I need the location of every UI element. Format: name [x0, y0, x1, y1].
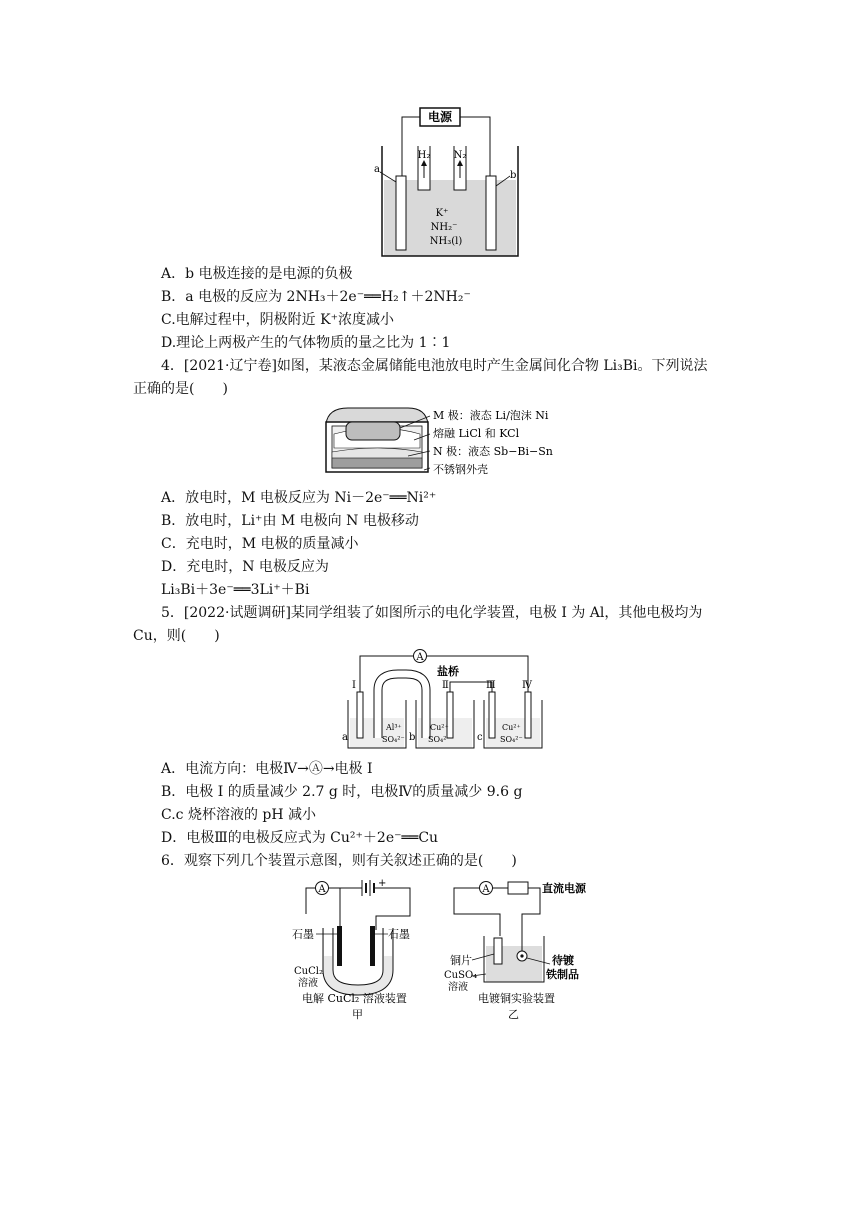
cucl2-label: CuCl₂: [294, 966, 323, 977]
n-electrode-label: N 极：液态 Sb−Bi−Sn: [433, 445, 553, 458]
ion-nh2: NH₂⁻: [430, 222, 458, 233]
q5-option-d: D．电极Ⅲ的电极反应式为 Cu²⁺＋2e⁻══Cu: [161, 830, 439, 846]
copper-sheet-label: 铜片: [450, 954, 472, 967]
power-source-label: 电源: [427, 110, 453, 124]
ion-nh3: NH₃(l): [429, 236, 463, 247]
graphite-left-label: 石墨: [292, 928, 314, 941]
svg-text:+: +: [378, 878, 387, 889]
beaker-a-label: a: [342, 732, 348, 743]
q4-option-c: C．充电时，M 电极的质量减小: [161, 536, 359, 552]
electrode-4-label: Ⅳ: [522, 680, 532, 691]
plated-item-label-2: 铁制品: [546, 968, 579, 981]
q5-stem-line1: 5．[2022·试题调研]某同学组装了如图所示的电化学装置，电极 Ⅰ 为 Al，其他电极均为: [161, 605, 703, 621]
cucl2-solution-label: 溶液: [298, 978, 318, 989]
q4-stem-line2: 正确的是( ): [133, 381, 228, 397]
m-electrode-label: M 极：液态 Li/泡沫 Ni: [433, 409, 549, 422]
electrode-3-label: Ⅲ: [486, 680, 496, 691]
jia-label: 甲: [352, 1008, 363, 1021]
q4-option-d: D．充电时，N 电极反应为: [161, 559, 329, 575]
plated-item-label-1: 待镀: [552, 954, 574, 967]
q4-option-a: A．放电时，M 电极反应为 Ni－2e⁻══Ni²⁺: [161, 490, 437, 506]
solution-a-anion: SO₄²⁻: [382, 735, 405, 744]
q5-option-a: A．电流方向：电极Ⅳ→Ⓐ→电极 Ⅰ: [161, 761, 373, 777]
copper-plating-figure: [442, 874, 602, 1024]
liquid-metal-battery-figure: [318, 404, 580, 480]
ion-k: K⁺: [435, 208, 449, 219]
beaker-c-label: c: [477, 732, 483, 743]
beaker-b-label: b: [409, 732, 416, 743]
q6-stem: 6．观察下列几个装置示意图，则有关叙述正确的是( ): [161, 853, 517, 869]
graphite-right-label: 石墨: [388, 928, 410, 941]
q3-option-b: B．a 电极的反应为 2NH₃＋2e⁻══H₂↑＋2NH₂⁻: [161, 289, 471, 305]
q3-option-a: A．b 电极连接的是电源的负极: [161, 266, 353, 282]
solution-c-cation: Cu²⁺: [502, 723, 521, 732]
salt-bridge-label: 盐桥: [437, 665, 459, 678]
electrode-b-label: b: [510, 170, 517, 181]
q5-option-b: B．电极 Ⅰ 的质量减少 2.7 g 时，电极Ⅳ的质量减少 9.6 g: [161, 784, 523, 800]
electrode-1-label: Ⅰ: [352, 680, 356, 691]
q3-option-d: D.理论上两极产生的气体物质的量之比为 1∶1: [161, 335, 451, 351]
h2-label: H₂: [417, 150, 431, 161]
cucl2-electrolysis-figure: [292, 874, 432, 1024]
q4-option-b: B．放电时，Li⁺由 M 电极向 N 电极移动: [161, 513, 419, 529]
q5-option-c: C.c 烧杯溶液的 pH 减小: [161, 807, 317, 823]
q4-stem-line1: 4．[2021·辽宁卷]如图，某液态金属储能电池放电时产生金属间化合物 Li₃Bi。下列说法: [161, 358, 708, 374]
q4-option-d-equation: Li₃Bi＋3e⁻══3Li⁺＋Bi: [161, 582, 310, 598]
yi-caption: 电镀铜实验装置: [478, 992, 555, 1005]
solution-b-anion: SO₄²⁻: [428, 735, 451, 744]
electrode-a-label: a: [374, 164, 380, 175]
yi-label: 乙: [508, 1008, 519, 1021]
cuso4-label: CuSO₄: [444, 970, 478, 981]
ammeter-symbol-jia: A: [318, 884, 326, 895]
solution-a-cation: Al³⁺: [386, 723, 402, 732]
shell-label: 不锈钢外壳: [433, 463, 488, 476]
cuso4-solution-label: 溶液: [448, 982, 468, 993]
dc-power-label: 直流电源: [542, 882, 586, 895]
electrolysis-ammonia-figure: [370, 106, 530, 260]
jia-caption: 电解 CuCl₂ 溶液装置: [302, 992, 407, 1005]
solution-c-anion: SO₄²⁻: [500, 735, 523, 744]
electrode-2-label: Ⅱ: [442, 680, 449, 691]
ammeter-symbol: A: [416, 652, 424, 663]
q3-option-c: C.电解过程中，阴极附近 K⁺浓度减小: [161, 312, 394, 328]
n2-label: N₂: [453, 150, 467, 161]
molten-salt-label: 熔融 LiCl 和 KCl: [433, 427, 520, 440]
solution-b-cation: Cu²⁺: [430, 723, 449, 732]
salt-bridge-cells-figure: [342, 648, 552, 754]
q5-stem-line2: Cu，则( ): [133, 628, 220, 644]
ammeter-symbol-yi: A: [482, 884, 490, 895]
